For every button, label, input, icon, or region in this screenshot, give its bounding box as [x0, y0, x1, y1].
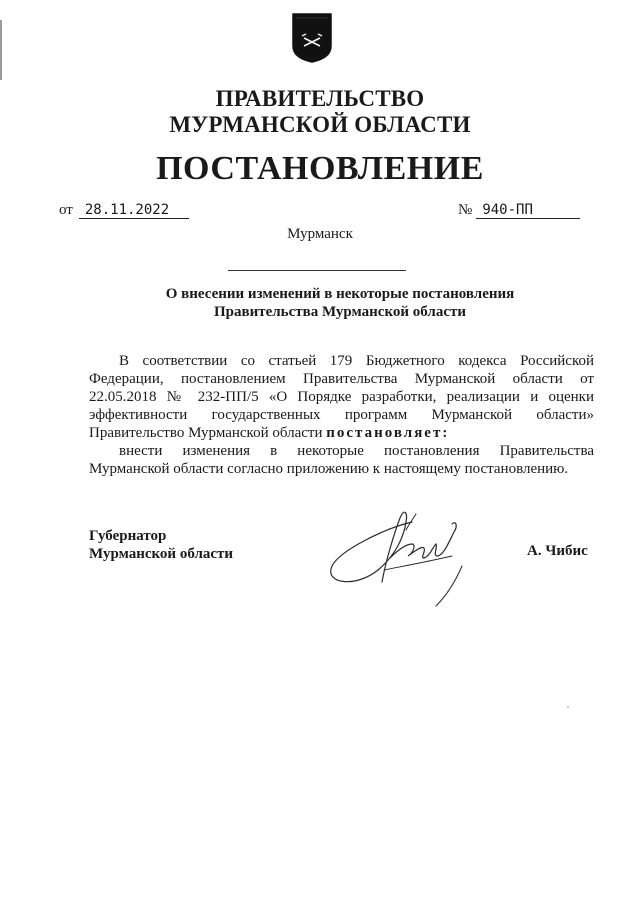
- signer-name: А. Чибис: [527, 543, 588, 559]
- number-prefix: №: [458, 202, 473, 218]
- position-line1: Губернатор: [89, 528, 167, 544]
- subject-line2: Правительства Мурманской области: [213, 304, 467, 320]
- document-subject: [0, 285, 640, 321]
- signatory-position: [89, 527, 233, 563]
- resolution-verb: постановляет:: [326, 425, 450, 441]
- coat-of-arms-icon: [291, 12, 333, 64]
- document-number: 940-ПП: [476, 202, 580, 219]
- city: Мурманск: [287, 226, 353, 242]
- divider: [228, 270, 406, 271]
- position-line2: Мурманской области: [89, 546, 234, 562]
- handwritten-signature-icon: [320, 500, 500, 610]
- body-paragraph-1: [89, 352, 594, 442]
- government-title: [0, 86, 640, 138]
- scan-speck: [567, 706, 569, 708]
- date-prefix: от: [59, 202, 73, 218]
- number-row: [458, 202, 580, 219]
- government-title-line1: ПРАВИТЕЛЬСТВО: [215, 86, 425, 111]
- body-paragraph-2: внести изменения в некоторые постановления Правительства Мурманской области согласно приложению к настоящему постановлению.: [89, 443, 594, 477]
- para1-text: В соответствии со статьей 179 Бюджетного кодекса Российской Федерации, постановлением Правительства Мурманской области от 22.05.2018 № 232-ПП/5 «О Порядке разработки, реализации и оценки эффективности государственных программ Мурманской области» Правительство Мурманской области: [89, 353, 594, 441]
- government-title-line2: МУРМАНСКОЙ ОБЛАСТИ: [169, 112, 471, 137]
- document-type: ПОСТАНОВЛЕНИЕ: [156, 150, 484, 187]
- scan-edge: [0, 20, 2, 80]
- document-date: 28.11.2022: [79, 202, 189, 219]
- date-row: [59, 202, 189, 219]
- document-body: [89, 352, 594, 478]
- subject-line1: О внесении изменений в некоторые постановления: [165, 286, 515, 302]
